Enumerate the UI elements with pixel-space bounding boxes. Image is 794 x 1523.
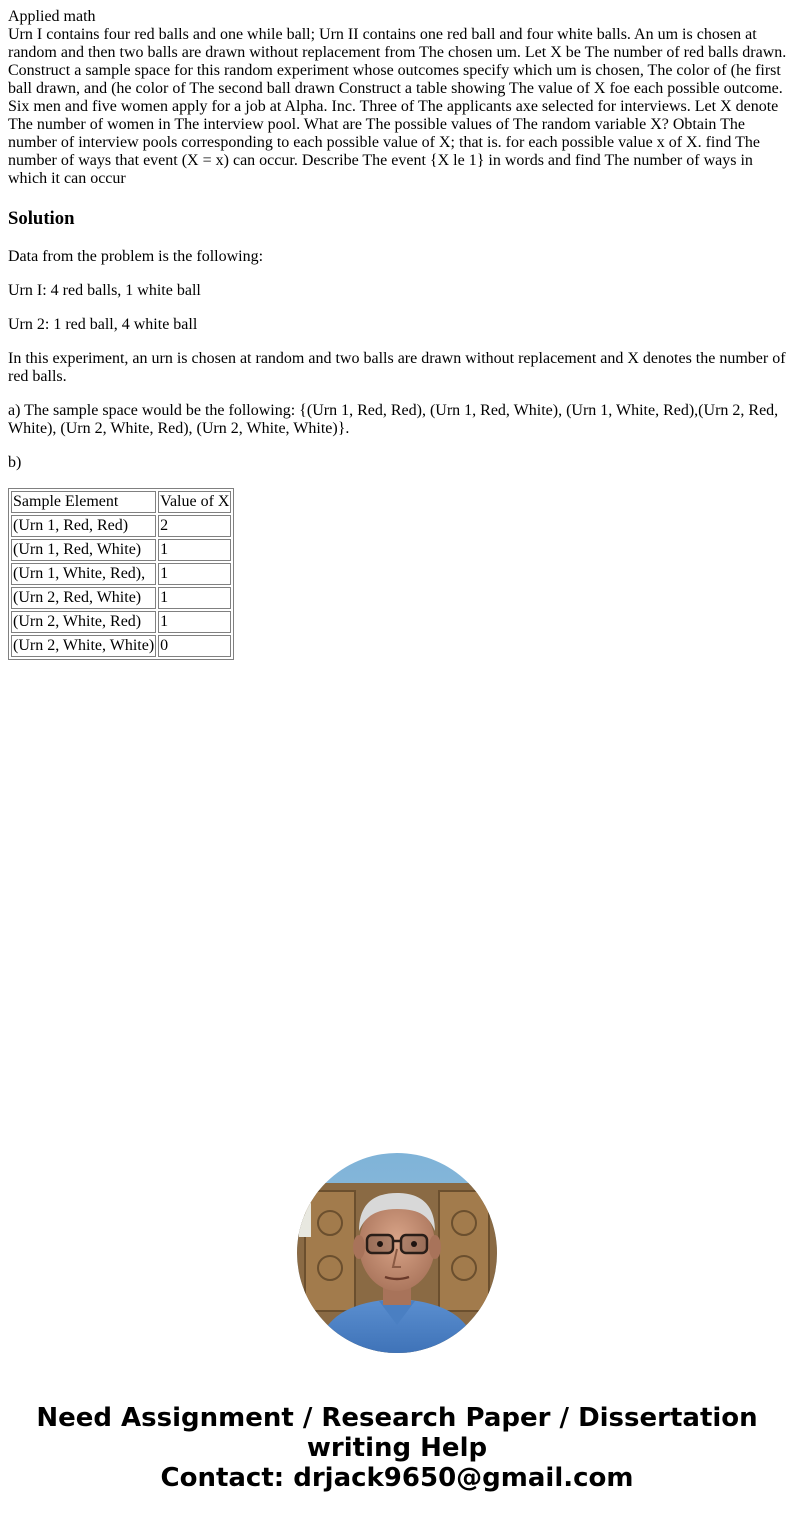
table-cell: 0 — [158, 635, 231, 657]
sample-space-table — [8, 488, 234, 660]
table-cell: (Urn 2, White, Red) — [11, 611, 156, 633]
document-content — [8, 8, 788, 660]
promo-footer — [0, 1403, 794, 1493]
solution-paragraph: Data from the problem is the following: — [8, 248, 264, 265]
table-row — [11, 587, 231, 609]
table-cell: (Urn 1, Red, Red) — [11, 515, 156, 537]
question-body: Urn I contains four red balls and one while ball; Urn II contains one red ball and four white balls. An um is chosen at random and then two balls are drawn without replacement from The chosen um. Let X be The number of red balls drawn. Construct a sample space for this random experiment whose outcomes specify which um is chosen, The color of (he first ball drawn, and (he color of The second ball drawn Construct a table showing The value of X foe each possible outcome. Six men and five women apply for a job at Alpha. Inc. Three of The applicants axe selected for interviews. Let X denote The number of women in The interview pool. What are The possible values of The random variable X? Obtain The number of interview pools corresponding to each possible value of X; that is. for each possible value x of X. find The number of ways that event (X = x) can occur. Describe The event {X le 1} in words and find The number of ways in which it can occur — [8, 26, 787, 187]
table-header-cell: Value of X — [158, 491, 231, 513]
table-cell: 1 — [158, 611, 231, 633]
tutor-avatar — [297, 1153, 497, 1353]
solution-paragraph: Urn I: 4 red balls, 1 white ball — [8, 282, 201, 299]
table-cell: (Urn 1, White, Red), — [11, 563, 156, 585]
table-row — [11, 611, 231, 633]
table-cell: 2 — [158, 515, 231, 537]
table-row — [11, 563, 231, 585]
table-row — [11, 539, 231, 561]
question-title: Applied math — [8, 8, 96, 25]
table-header-cell: Sample Element — [11, 491, 156, 513]
promo-line-2: writing Help — [306, 1433, 488, 1463]
table-cell: 1 — [158, 587, 231, 609]
table-cell: (Urn 1, Red, White) — [11, 539, 156, 561]
table-cell: 1 — [158, 563, 231, 585]
promo-line-1: Need Assignment / Research Paper / Dissertation — [36, 1403, 758, 1433]
solution-paragraph: b) — [8, 454, 22, 471]
solution-paragraph: Urn 2: 1 red ball, 4 white ball — [8, 316, 198, 333]
table-header-row — [11, 491, 231, 513]
solution-paragraph: a) The sample space would be the following: {(Urn 1, Red, Red), (Urn 1, Red, White), (Urn 1, White, Red),(Urn 2, Red, White), (Urn 2, White, Red), (Urn 2, White, White)}. — [8, 402, 779, 437]
solution-paragraph: In this experiment, an urn is chosen at random and two balls are drawn without replacement and X denotes the number of red balls. — [8, 350, 786, 385]
table-cell: (Urn 2, Red, White) — [11, 587, 156, 609]
table-row — [11, 635, 231, 657]
table-row — [11, 515, 231, 537]
table-cell: (Urn 2, White, White) — [11, 635, 156, 657]
solution-heading: Solution — [8, 208, 75, 229]
tutor-portrait-avatar-icon — [297, 1153, 497, 1353]
promo-contact: Contact: drjack9650@gmail.com — [160, 1463, 634, 1493]
table-cell: 1 — [158, 539, 231, 561]
